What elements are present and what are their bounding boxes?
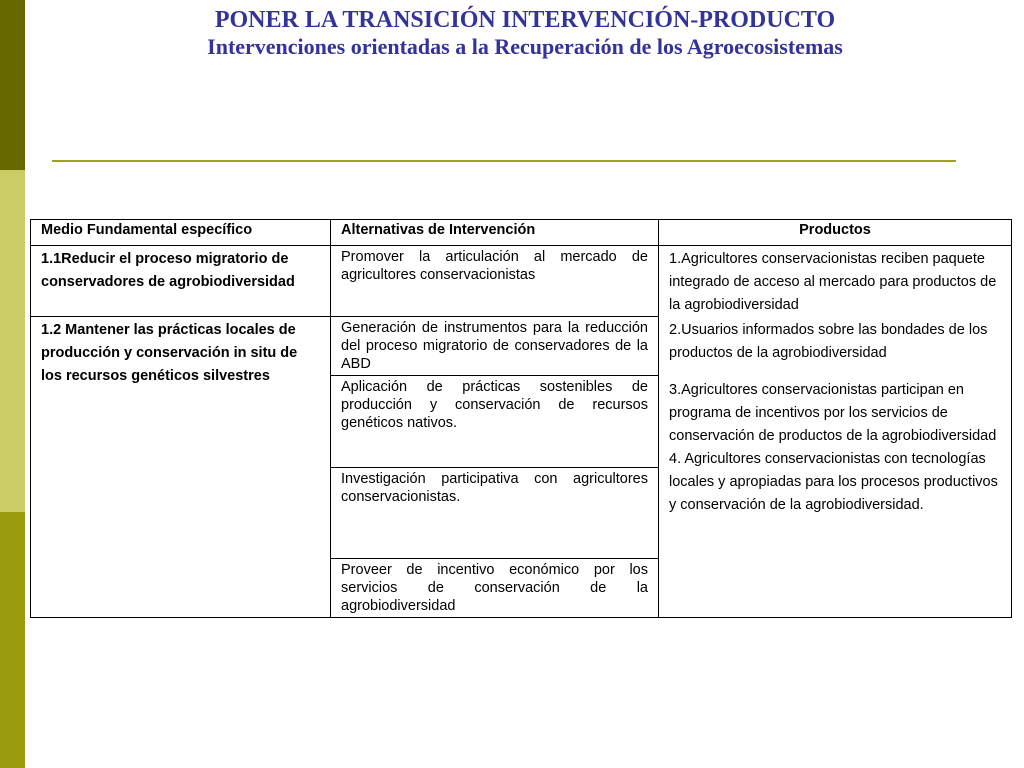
- intervention-product-table: [30, 219, 1012, 618]
- producto-item-1: 1.Agricultores conservacionistas reciben paquete integrado de acceso al mercado para productos de la agrobiodiversidad: [669, 251, 997, 313]
- alternativa-cell-4: Investigación participativa con agricultores conservacionistas.: [331, 468, 659, 559]
- productos-cell: [659, 246, 1012, 618]
- alternativa-cell-1: Promover la articulación al mercado de agricultores conservacionistas: [331, 246, 659, 317]
- title-divider: [52, 160, 956, 162]
- alternativa-cell-3: Aplicación de prácticas sostenibles de producción y conservación de recursos genéticos nativos.: [331, 376, 659, 468]
- sidebar-segment-mid: [0, 512, 25, 768]
- medio-cell-1: 1.1Reducir el proceso migratorio de conservadores de agrobiodiversidad: [31, 246, 331, 317]
- slide-title: PONER LA TRANSICIÓN INTERVENCIÓN-PRODUCTO: [214, 7, 836, 33]
- alternativa-cell-2: Generación de instrumentos para la reducción del proceso migratorio de conservadores de la ABD: [331, 317, 659, 376]
- header-productos: Productos: [659, 220, 1012, 246]
- alternativa-cell-5: Proveer de incentivo económico por los servicios de conservación de la agrobiodiversidad: [331, 559, 659, 618]
- header-medio: Medio Fundamental específico: [31, 220, 331, 246]
- producto-item-2: 2.Usuarios informados sobre las bondades de los productos de la agrobiodiversidad: [669, 322, 988, 361]
- table-header-row: [31, 220, 1012, 246]
- producto-item-3: 3.Agricultores conservacionistas participan en programa de incentivos por los servicios de conservación de productos de la agrobiodiversidad: [669, 382, 997, 444]
- slide-header: [40, 6, 1010, 60]
- sidebar-segment-dark: [0, 0, 25, 170]
- medio-cell-2: 1.2 Mantener las prácticas locales de producción y conservación in situ de los recursos genéticos silvestres: [31, 317, 331, 618]
- sidebar-segment-light: [0, 170, 25, 512]
- producto-item-4: 4. Agricultores conservacionistas con tecnologías locales y apropiadas para los procesos productivos y conservación de la agrobiodiversidad.: [669, 451, 998, 513]
- header-alternativas: Alternativas de Intervención: [331, 220, 659, 246]
- table-row: [31, 246, 1012, 317]
- slide-subtitle: Intervenciones orientadas a la Recuperación de los Agroecosistemas: [207, 34, 843, 59]
- decorative-sidebar: [0, 0, 25, 768]
